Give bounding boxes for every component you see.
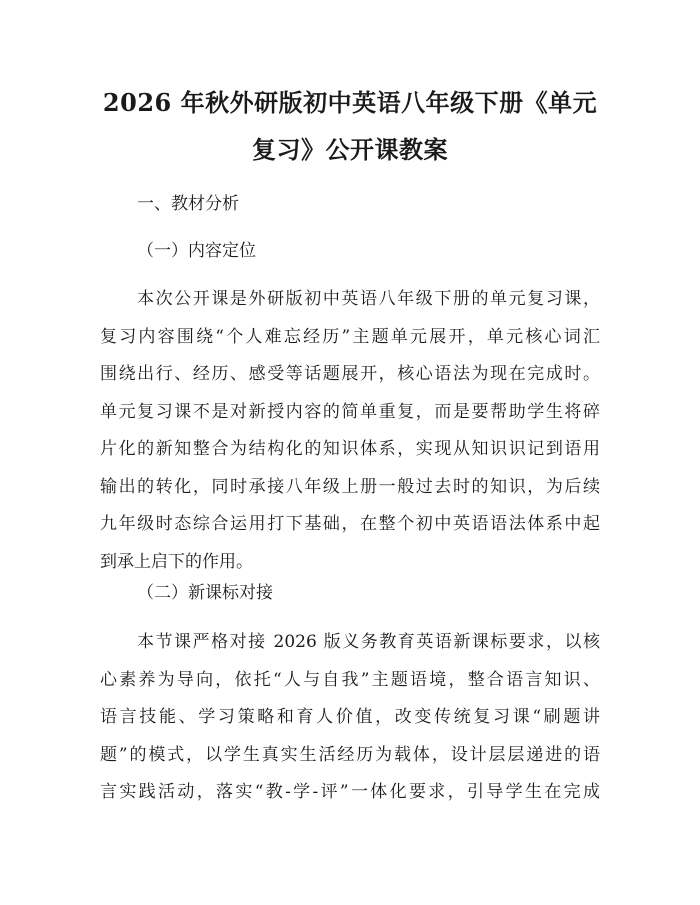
document-title-line1: 2026 年秋外研版初中英语八年级下册《单元 bbox=[102, 88, 598, 117]
document-title-line2: 复习》公开课教案 bbox=[252, 135, 448, 164]
paragraph-content-positioning bbox=[100, 281, 600, 581]
paragraph-line: 围绕出行、经历、感受等话题展开，核心语法为现在完成时。 bbox=[100, 364, 600, 384]
paragraph-line: 言实践活动，落实“教-学-评”一体化要求，引导学生在完成 bbox=[100, 782, 600, 802]
paragraph-line: 九年级时态综合运用打下基础，在整个初中英语语法体系中起 bbox=[100, 514, 600, 534]
paragraph-line: 输出的转化，同时承接八年级上册一般过去时的知识，为后续 bbox=[100, 476, 600, 497]
paragraph-line: 题”的模式，以学生真实生活经历为载体，设计层层递进的语 bbox=[100, 744, 600, 765]
paragraph-line: 语言技能、学习策略和育人价值，改变传统复习课“刷题讲 bbox=[100, 707, 600, 727]
paragraph-line: 片化的新知整合为结构化的知识体系，实现从知识识记到语用 bbox=[100, 439, 600, 459]
subsection-heading-curriculum-alignment: （二）新课标对接 bbox=[137, 583, 273, 603]
paragraph-line: 心素养为导向，依托“人与自我”主题语境，整合语言知识、 bbox=[100, 669, 600, 690]
paragraph-line: 复习内容围绕“个人难忘经历”主题单元展开，单元核心词汇 bbox=[100, 326, 600, 347]
paragraph-line: 单元复习课不是对新授内容的简单重复，而是要帮助学生将碎 bbox=[100, 401, 600, 422]
paragraph-line: 到承上启下的作用。 bbox=[100, 551, 253, 572]
section-heading-textbook-analysis: 一、教材分析 bbox=[137, 194, 239, 214]
subsection-heading-content-positioning: （一）内容定位 bbox=[137, 241, 256, 261]
paragraph-line: 本节课严格对接 2026 版义务教育英语新课标要求，以核 bbox=[137, 632, 600, 652]
paragraph-curriculum-alignment bbox=[100, 624, 600, 812]
paragraph-line: 本次公开课是外研版初中英语八年级下册的单元复习课， bbox=[137, 289, 600, 309]
